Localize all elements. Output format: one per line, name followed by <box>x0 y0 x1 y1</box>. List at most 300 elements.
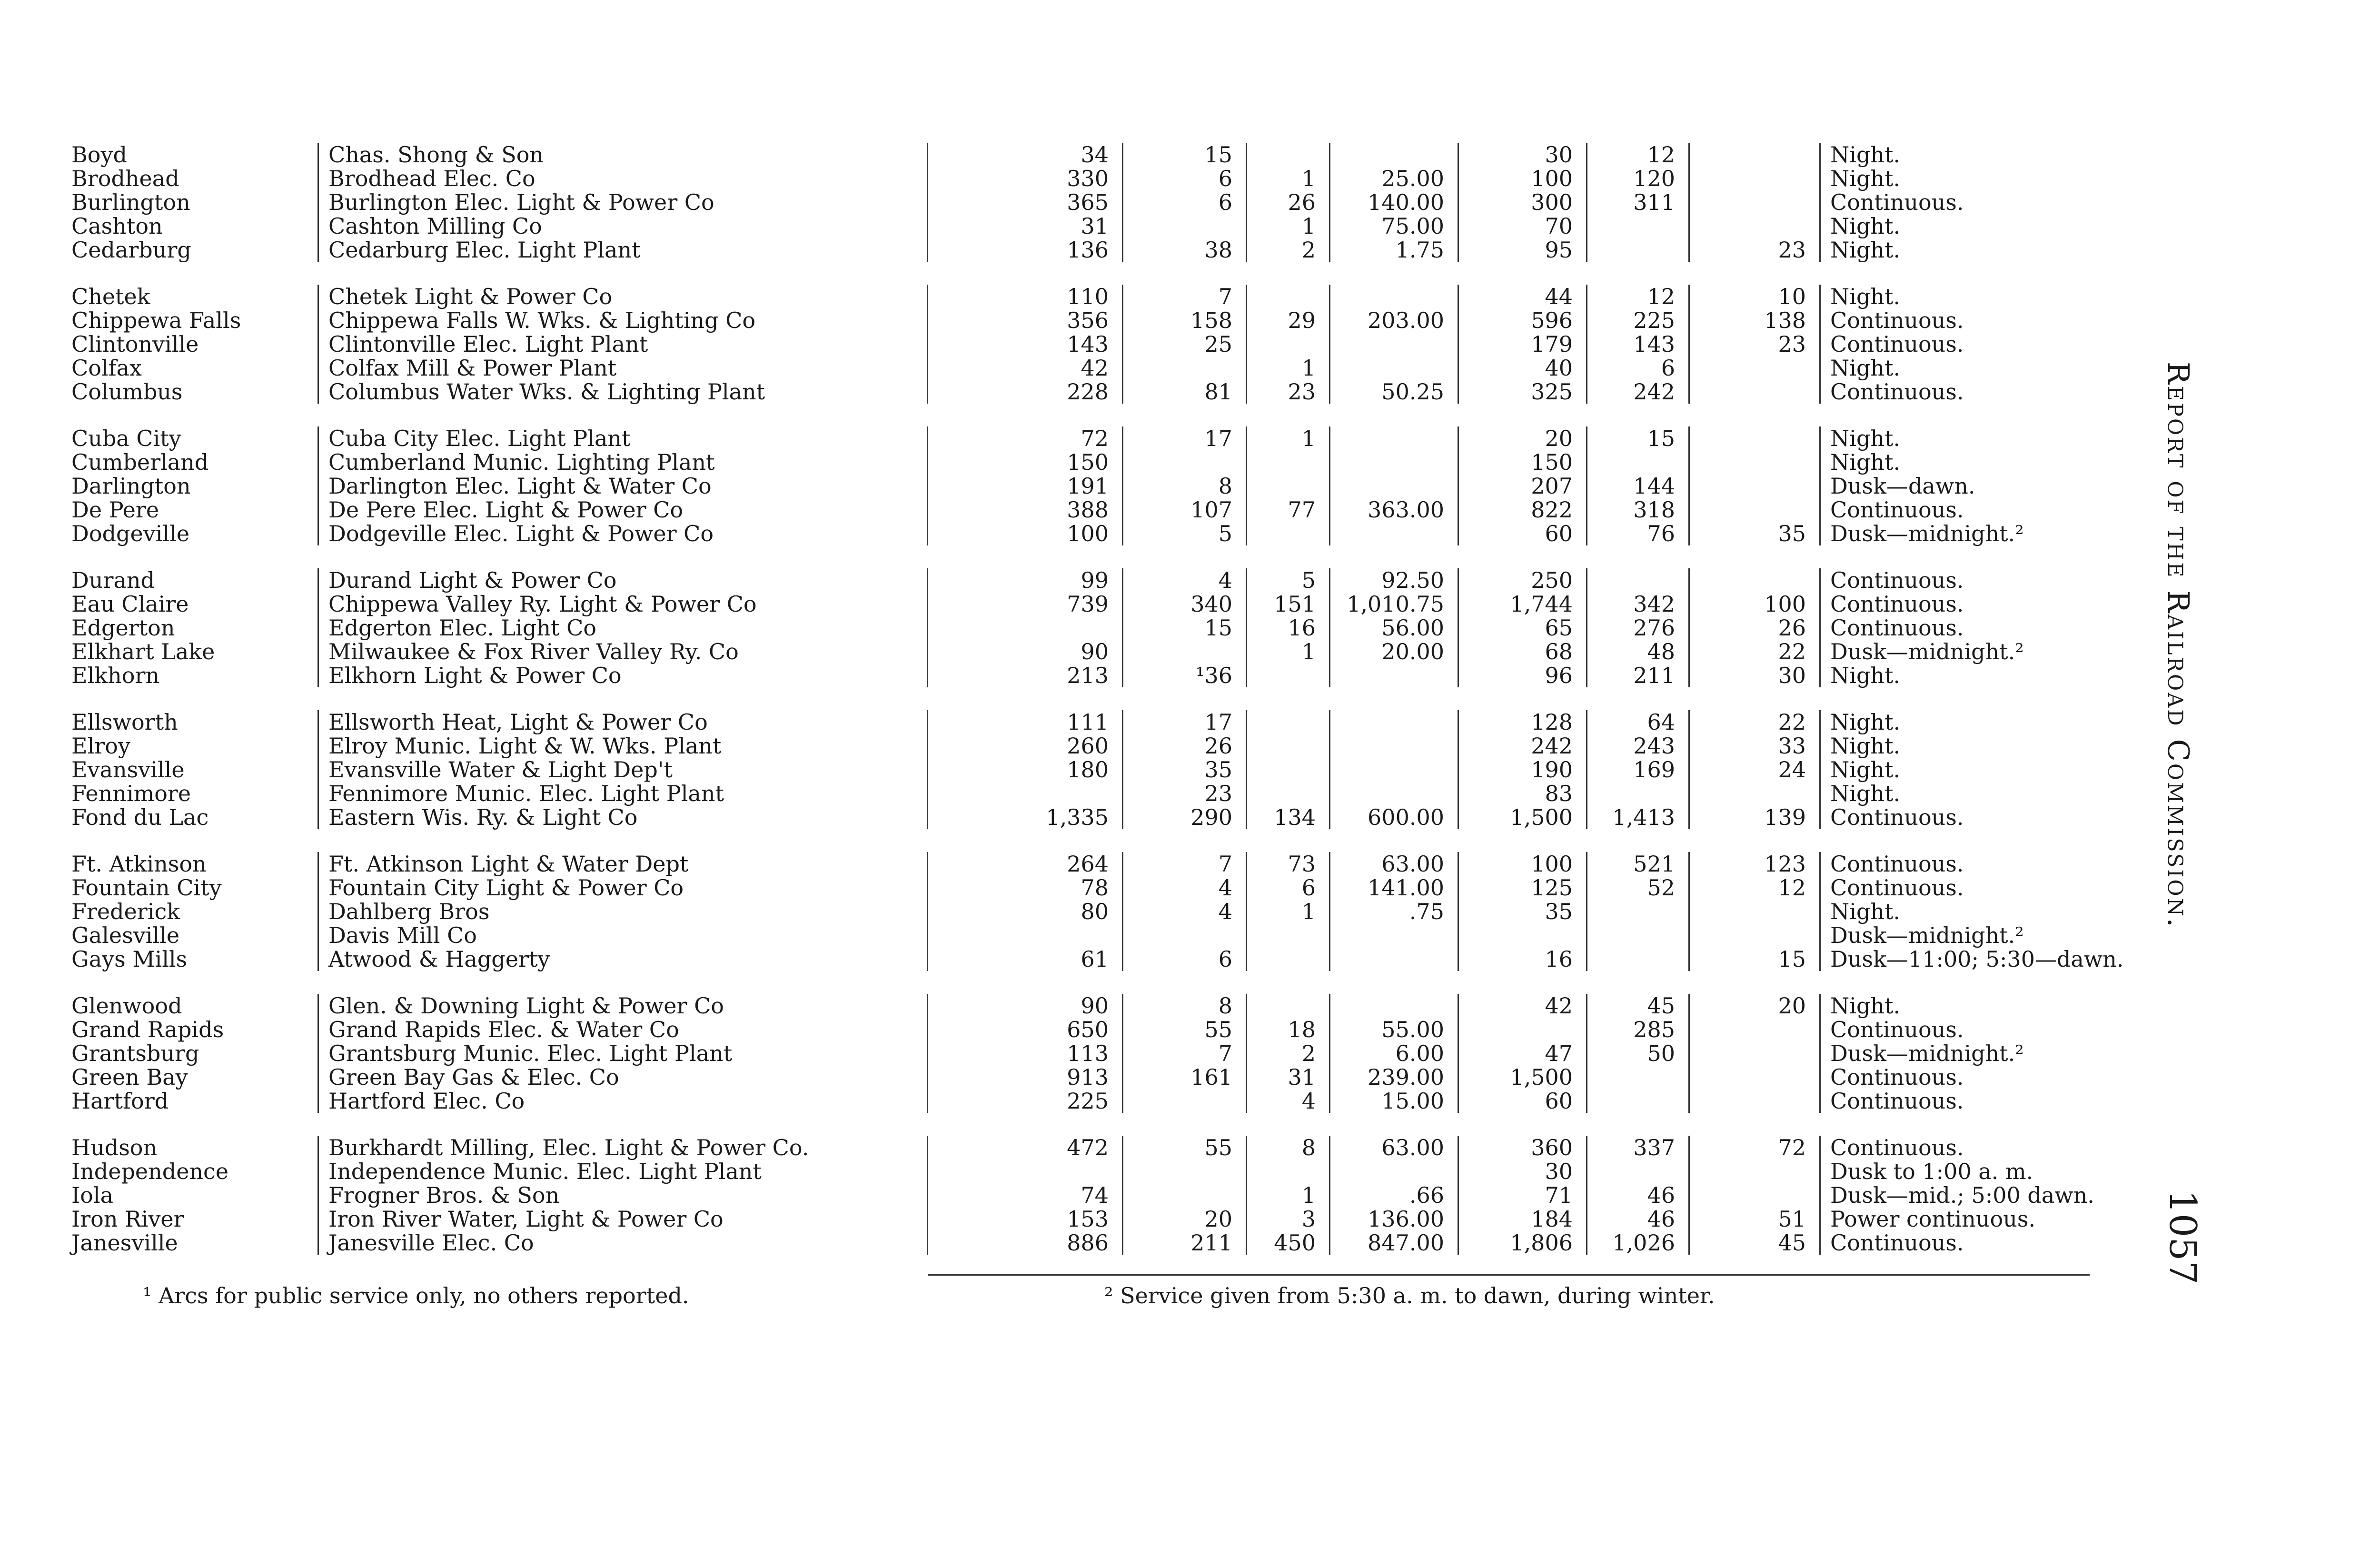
number-cell <box>1330 994 1459 1018</box>
company-cell: Clintonville Elec. Light Plant <box>319 332 928 356</box>
number-cell: 15 <box>1587 426 1690 450</box>
company-cell: Cuba City Elec. Light Plant <box>319 426 928 450</box>
number-cell: 1 <box>1247 900 1330 923</box>
town-cell: Fond du Lac <box>71 805 319 829</box>
number-cell: 60 <box>1459 1089 1587 1113</box>
number-cell <box>1247 1160 1330 1183</box>
number-cell: 1 <box>1247 426 1330 450</box>
number-cell: 1,806 <box>1459 1231 1587 1255</box>
number-cell: 100 <box>928 522 1123 545</box>
town-cell: Edgerton <box>71 616 319 640</box>
table-row <box>71 285 2090 308</box>
number-cell: 30 <box>1690 664 1821 687</box>
number-cell <box>1247 734 1330 758</box>
town-cell: Dodgeville <box>71 522 319 545</box>
number-cell: 15 <box>1123 616 1247 640</box>
number-cell: 318 <box>1587 498 1690 522</box>
table-row <box>71 143 2090 167</box>
number-cell: 35 <box>1459 900 1587 923</box>
town-cell: Eau Claire <box>71 592 319 616</box>
company-cell: Janesville Elec. Co <box>319 1231 928 1255</box>
page-number: 1057 <box>2161 1190 2204 1285</box>
town-cell: Hartford <box>71 1089 319 1113</box>
number-cell <box>1587 1065 1690 1089</box>
number-cell: 20 <box>1690 994 1821 1018</box>
table-row <box>71 852 2090 876</box>
number-cell: 169 <box>1587 758 1690 782</box>
number-cell <box>1123 450 1247 474</box>
number-cell: 80 <box>928 900 1123 923</box>
service-cell: Night. <box>1830 426 1901 451</box>
number-cell: 35 <box>1690 522 1821 545</box>
number-cell: 7 <box>1123 1041 1247 1065</box>
number-cell: 207 <box>1459 474 1587 498</box>
number-cell: 6 <box>1587 356 1690 380</box>
number-cell: 15 <box>1123 143 1247 167</box>
number-cell: 300 <box>1459 190 1587 214</box>
town-cell: Cashton <box>71 214 319 238</box>
number-cell: 71 <box>1459 1183 1587 1207</box>
number-cell: 17 <box>1123 710 1247 734</box>
number-cell: 6 <box>1123 167 1247 190</box>
table-row <box>71 876 2090 900</box>
number-cell <box>1587 1089 1690 1113</box>
town-cell: Clintonville <box>71 332 319 356</box>
company-cell: Fountain City Light & Power Co <box>319 876 928 900</box>
number-cell: 64 <box>1587 710 1690 734</box>
number-cell: 30 <box>1459 143 1587 167</box>
number-cell <box>1690 474 1821 498</box>
table-row-group <box>71 285 2090 404</box>
company-cell: Burkhardt Milling, Elec. Light & Power Co. <box>319 1136 928 1160</box>
table-row <box>71 190 2090 214</box>
table-row <box>71 710 2090 734</box>
number-cell: 1 <box>1247 167 1330 190</box>
number-cell: 143 <box>928 332 1123 356</box>
service-cell: Night. <box>1830 757 1901 783</box>
town-cell: Burlington <box>71 190 319 214</box>
number-cell: 44 <box>1459 285 1587 308</box>
number-cell: 26 <box>1690 616 1821 640</box>
table-row <box>71 900 2090 923</box>
number-cell: 179 <box>1459 332 1587 356</box>
number-cell: 55.00 <box>1330 1018 1459 1041</box>
number-cell <box>1247 710 1330 734</box>
number-cell: ¹36 <box>1123 664 1247 687</box>
number-cell: 260 <box>928 734 1123 758</box>
service-cell: Dusk—midnight.² <box>1830 639 2024 664</box>
company-cell: Iron River Water, Light & Power Co <box>319 1207 928 1231</box>
number-cell <box>1247 994 1330 1018</box>
number-cell: 363.00 <box>1330 498 1459 522</box>
town-cell: Iola <box>71 1183 319 1207</box>
number-cell <box>1247 923 1330 947</box>
town-cell: Frederick <box>71 900 319 923</box>
company-cell: Chas. Shong & Son <box>319 143 928 167</box>
number-cell <box>1330 664 1459 687</box>
number-cell: 242 <box>1587 380 1690 404</box>
town-cell: Fountain City <box>71 876 319 900</box>
number-cell: 138 <box>1690 308 1821 332</box>
table-row <box>71 1231 2090 1255</box>
number-cell: 330 <box>928 167 1123 190</box>
town-cell: Cedarburg <box>71 238 319 262</box>
company-cell: Burlington Elec. Light & Power Co <box>319 190 928 214</box>
service-cell: Continuous. <box>1830 331 1964 357</box>
service-cell: Power continuous. <box>1830 1206 2036 1232</box>
number-cell <box>1123 214 1247 238</box>
number-cell: 15.00 <box>1330 1089 1459 1113</box>
number-cell: 1 <box>1247 640 1330 664</box>
service-cell: Continuous. <box>1830 1230 1964 1256</box>
number-cell <box>1587 782 1690 805</box>
number-cell <box>1690 900 1821 923</box>
number-cell: 65 <box>1459 616 1587 640</box>
number-cell: 360 <box>1459 1136 1587 1160</box>
number-cell: 90 <box>928 640 1123 664</box>
table-row-group <box>71 568 2090 687</box>
table-row <box>71 1018 2090 1041</box>
town-cell: Ellsworth <box>71 710 319 734</box>
number-cell <box>928 923 1123 947</box>
service-cell: Night. <box>1830 663 1901 688</box>
number-cell: 68 <box>1459 640 1587 664</box>
number-cell: 30 <box>1459 1160 1587 1183</box>
town-cell: Elkhart Lake <box>71 640 319 664</box>
company-cell: Durand Light & Power Co <box>319 568 928 592</box>
number-cell: 1,500 <box>1459 1065 1587 1089</box>
number-cell: 5 <box>1247 568 1330 592</box>
number-cell: 3 <box>1247 1207 1330 1231</box>
number-cell: 242 <box>1459 734 1587 758</box>
table-row <box>71 946 2124 972</box>
number-cell: 50 <box>1587 1041 1690 1065</box>
company-cell: Independence Munic. Elec. Light Plant <box>319 1160 928 1183</box>
town-cell: Galesville <box>71 923 319 947</box>
number-cell: 61 <box>928 947 1123 971</box>
number-cell: 8 <box>1247 1136 1330 1160</box>
number-cell: 48 <box>1587 640 1690 664</box>
number-cell <box>1690 498 1821 522</box>
number-cell <box>1690 190 1821 214</box>
service-cell: Night. <box>1830 899 1901 924</box>
number-cell: 1,010.75 <box>1330 592 1459 616</box>
number-cell <box>1587 947 1690 971</box>
number-cell: 35 <box>1123 758 1247 782</box>
number-cell <box>1690 568 1821 592</box>
number-cell <box>1587 238 1690 262</box>
table-row <box>71 474 2090 498</box>
table-row <box>71 1065 2090 1089</box>
number-cell: 81 <box>1123 380 1247 404</box>
number-cell: 1,413 <box>1587 805 1690 829</box>
number-cell: 225 <box>1587 308 1690 332</box>
number-cell: 337 <box>1587 1136 1690 1160</box>
number-cell <box>1330 782 1459 805</box>
service-cell: Night. <box>1830 142 1901 168</box>
number-cell: 228 <box>928 380 1123 404</box>
number-cell: 51 <box>1690 1207 1821 1231</box>
company-cell: Grand Rapids Elec. & Water Co <box>319 1018 928 1041</box>
town-cell: Ft. Atkinson <box>71 852 319 876</box>
service-cell: Night. <box>1830 733 1901 759</box>
town-cell: Chetek <box>71 285 319 308</box>
number-cell: 23 <box>1247 380 1330 404</box>
company-cell: Elkhorn Light & Power Co <box>319 664 928 687</box>
footnote-1: ¹ Arcs for public service only, no others reported. <box>143 1283 689 1308</box>
number-cell: 12 <box>1587 143 1690 167</box>
number-cell <box>928 616 1123 640</box>
company-cell: Grantsburg Munic. Elec. Light Plant <box>319 1041 928 1065</box>
service-cell: Dusk—midnight.² <box>1830 922 2024 948</box>
number-cell: 18 <box>1247 1018 1330 1041</box>
service-cell: Continuous. <box>1830 1064 1964 1090</box>
number-cell: 650 <box>928 1018 1123 1041</box>
number-cell: 180 <box>928 758 1123 782</box>
number-cell: 276 <box>1587 616 1690 640</box>
number-cell: 78 <box>928 876 1123 900</box>
company-cell: Elroy Munic. Light & W. Wks. Plant <box>319 734 928 758</box>
number-cell <box>1247 522 1330 545</box>
number-cell: 42 <box>1459 994 1587 1018</box>
number-cell: 31 <box>1247 1065 1330 1089</box>
number-cell: 5 <box>1123 522 1247 545</box>
table-row <box>71 167 2090 190</box>
number-cell: 100 <box>1459 852 1587 876</box>
town-cell: Durand <box>71 568 319 592</box>
service-cell: Continuous. <box>1830 615 1964 641</box>
town-cell: Elkhorn <box>71 664 319 687</box>
number-cell: .66 <box>1330 1183 1459 1207</box>
number-cell <box>1123 1089 1247 1113</box>
number-cell: .75 <box>1330 900 1459 923</box>
town-cell: Elroy <box>71 734 319 758</box>
table-row <box>71 426 2090 450</box>
number-cell: 31 <box>928 214 1123 238</box>
number-cell: 4 <box>1123 876 1247 900</box>
number-cell: 211 <box>1123 1231 1247 1255</box>
service-cell: Continuous. <box>1830 307 1964 333</box>
number-cell <box>1330 450 1459 474</box>
number-cell: 16 <box>1459 947 1587 971</box>
company-cell: Chippewa Falls W. Wks. & Lighting Co <box>319 308 928 332</box>
number-cell <box>1690 380 1821 404</box>
town-cell: Green Bay <box>71 1065 319 1089</box>
table-row <box>71 568 2090 592</box>
number-cell <box>1247 782 1330 805</box>
service-cell: Night. <box>1830 709 1901 735</box>
company-cell: Evansville Water & Light Dep't <box>319 758 928 782</box>
table-row-group <box>71 143 2090 262</box>
town-cell: Fennimore <box>71 782 319 805</box>
company-cell: Columbus Water Wks. & Lighting Plant <box>319 380 928 404</box>
number-cell <box>1247 332 1330 356</box>
number-cell <box>1690 214 1821 238</box>
number-cell: 243 <box>1587 734 1690 758</box>
table-row <box>71 1182 2094 1208</box>
number-cell <box>1459 1018 1587 1041</box>
number-cell <box>1690 167 1821 190</box>
table-row-group <box>71 994 2090 1113</box>
table-row <box>71 1089 2090 1113</box>
number-cell: 356 <box>928 308 1123 332</box>
company-cell: Hartford Elec. Co <box>319 1089 928 1113</box>
table-row <box>71 356 2090 380</box>
number-cell: 886 <box>928 1231 1123 1255</box>
running-title: Report of the Railroad Commission. <box>2161 362 2196 929</box>
table-row <box>71 380 2090 404</box>
number-cell <box>1587 214 1690 238</box>
company-cell: Green Bay Gas & Elec. Co <box>319 1065 928 1089</box>
number-cell <box>1690 1183 1821 1207</box>
service-cell: Dusk—midnight.² <box>1830 521 2024 546</box>
number-cell <box>1330 426 1459 450</box>
service-cell: Dusk—midnight.² <box>1830 1041 2024 1066</box>
number-cell <box>1123 356 1247 380</box>
number-cell: 55 <box>1123 1136 1247 1160</box>
number-cell <box>1587 450 1690 474</box>
number-cell: 596 <box>1459 308 1587 332</box>
table-row <box>71 734 2090 758</box>
number-cell <box>1587 900 1690 923</box>
number-cell: 113 <box>928 1041 1123 1065</box>
table-row-group <box>71 710 2090 829</box>
number-cell: 46 <box>1587 1183 1690 1207</box>
town-cell: Colfax <box>71 356 319 380</box>
number-cell <box>1690 1089 1821 1113</box>
number-cell <box>1247 450 1330 474</box>
table-row <box>71 805 2090 829</box>
service-cell: Dusk to 1:00 a. m. <box>1830 1159 2033 1184</box>
number-cell: 100 <box>1690 592 1821 616</box>
number-cell <box>1330 734 1459 758</box>
number-cell <box>1690 143 1821 167</box>
number-cell: 75.00 <box>1330 214 1459 238</box>
number-cell <box>1330 710 1459 734</box>
number-cell: 4 <box>1247 1089 1330 1113</box>
number-cell: 15 <box>1690 947 1821 971</box>
service-cell: Continuous. <box>1830 1135 1964 1160</box>
service-cell: Continuous. <box>1830 804 1964 830</box>
company-cell: Fennimore Munic. Elec. Light Plant <box>319 782 928 805</box>
number-cell: 23 <box>1123 782 1247 805</box>
number-cell: 50.25 <box>1330 380 1459 404</box>
number-cell: 70 <box>1459 214 1587 238</box>
number-cell: 83 <box>1459 782 1587 805</box>
number-cell: 100 <box>1459 167 1587 190</box>
town-cell: Boyd <box>71 143 319 167</box>
number-cell: 46 <box>1587 1207 1690 1231</box>
table-row <box>71 592 2090 616</box>
number-cell: 22 <box>1690 640 1821 664</box>
service-cell: Continuous. <box>1830 875 1964 901</box>
number-cell <box>928 1160 1123 1183</box>
company-cell: De Pere Elec. Light & Power Co <box>319 498 928 522</box>
number-cell: 139 <box>1690 805 1821 829</box>
company-cell: Dodgeville Elec. Light & Power Co <box>319 522 928 545</box>
number-cell <box>1330 522 1459 545</box>
number-cell: 8 <box>1123 474 1247 498</box>
number-cell <box>1247 947 1330 971</box>
town-cell: Grantsburg <box>71 1041 319 1065</box>
table-row <box>71 664 2090 687</box>
table-row <box>71 758 2090 782</box>
table-row-group <box>71 1135 2094 1256</box>
number-cell: 73 <box>1247 852 1330 876</box>
number-cell: 107 <box>1123 498 1247 522</box>
number-cell: 365 <box>928 190 1123 214</box>
service-cell: Continuous. <box>1830 379 1964 405</box>
number-cell <box>1690 356 1821 380</box>
town-cell: Columbus <box>71 380 319 404</box>
number-cell <box>1330 923 1459 947</box>
company-cell: Edgerton Elec. Light Co <box>319 616 928 640</box>
town-cell: Glenwood <box>71 994 319 1018</box>
number-cell <box>1690 923 1821 947</box>
number-cell: 72 <box>928 426 1123 450</box>
number-cell: 1 <box>1247 214 1330 238</box>
company-cell: Chippewa Valley Ry. Light & Power Co <box>319 592 928 616</box>
number-cell <box>1690 1160 1821 1183</box>
utility-table <box>71 142 2124 1278</box>
number-cell <box>1247 285 1330 308</box>
table-row <box>71 214 2090 238</box>
number-cell: 20.00 <box>1330 640 1459 664</box>
number-cell <box>1330 474 1459 498</box>
service-cell: Night. <box>1830 355 1901 381</box>
town-cell: Brodhead <box>71 167 319 190</box>
company-cell: Dahlberg Bros <box>319 900 928 923</box>
number-cell: 4 <box>1123 568 1247 592</box>
number-cell: 7 <box>1123 852 1247 876</box>
number-cell: 153 <box>928 1207 1123 1231</box>
service-cell: Night. <box>1830 213 1901 239</box>
footnote-2: ² Service given from 5:30 a. m. to dawn, during winter. <box>1104 1283 1715 1308</box>
number-cell: 184 <box>1459 1207 1587 1231</box>
number-cell: 141.00 <box>1330 876 1459 900</box>
service-cell: Continuous. <box>1830 591 1964 617</box>
table-row <box>71 1136 2090 1160</box>
number-cell: 151 <box>1247 592 1330 616</box>
number-cell: 140.00 <box>1330 190 1459 214</box>
number-cell: 1,026 <box>1587 1231 1690 1255</box>
number-cell <box>1330 356 1459 380</box>
number-cell: 1,335 <box>928 805 1123 829</box>
company-cell: Cedarburg Elec. Light Plant <box>319 238 928 262</box>
number-cell: 600.00 <box>1330 805 1459 829</box>
company-cell: Frogner Bros. & Son <box>319 1183 928 1207</box>
number-cell: 285 <box>1587 1018 1690 1041</box>
number-cell: 25.00 <box>1330 167 1459 190</box>
number-cell: 134 <box>1247 805 1330 829</box>
table-row <box>71 782 2090 805</box>
number-cell: 26 <box>1123 734 1247 758</box>
number-cell: 25 <box>1123 332 1247 356</box>
company-cell: Ft. Atkinson Light & Water Dept <box>319 852 928 876</box>
table-row <box>71 1160 2090 1183</box>
service-cell: Night. <box>1830 449 1901 475</box>
number-cell <box>1330 143 1459 167</box>
service-cell: Continuous. <box>1830 1017 1964 1042</box>
company-cell: Atwood & Haggerty <box>319 947 928 971</box>
number-cell: 161 <box>1123 1065 1247 1089</box>
number-cell: 23 <box>1690 332 1821 356</box>
service-cell: Continuous. <box>1830 851 1964 877</box>
number-cell: 72 <box>1690 1136 1821 1160</box>
service-cell: Dusk—dawn. <box>1830 473 1975 499</box>
number-cell: 6.00 <box>1330 1041 1459 1065</box>
number-cell <box>1247 758 1330 782</box>
